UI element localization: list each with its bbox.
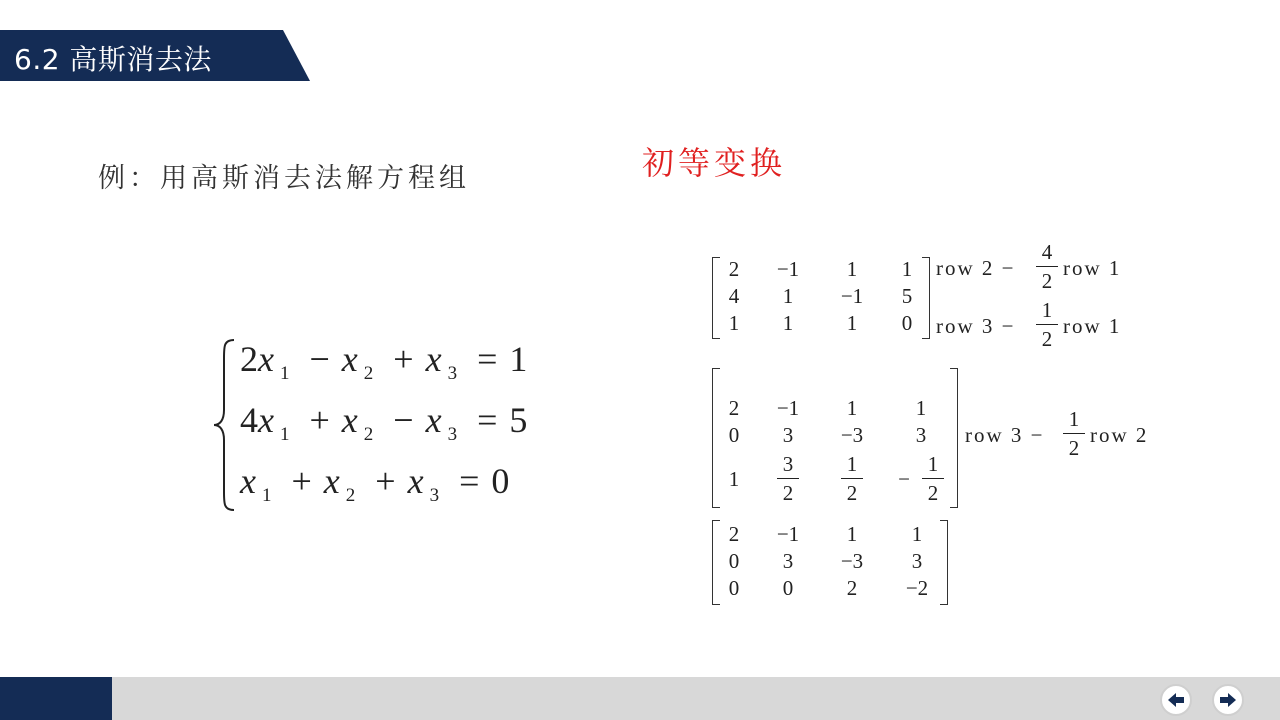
matrix-cell: 1 — [846, 311, 858, 335]
matrix-cell: −3 — [840, 549, 864, 573]
matrix-cell: −3 — [840, 423, 864, 447]
arrow-left-icon — [1166, 690, 1186, 710]
bracket-right — [940, 520, 948, 605]
example-text: 例：用高斯消去法解方程组 — [98, 163, 470, 194]
matrix-cell: 2 — [728, 522, 740, 546]
row-operation-1-prefix: row 2 − — [936, 256, 1016, 280]
row-operation-2-prefix: row 3 − — [936, 314, 1016, 338]
title-banner — [0, 30, 310, 81]
transform-title: 初等变换 — [642, 144, 787, 182]
matrix-cell: 1 — [782, 284, 794, 308]
matrix-cell: 1 — [846, 522, 858, 546]
row-operation-3-suffix: row 2 — [1090, 423, 1149, 447]
fraction: 4 2 — [1034, 240, 1060, 293]
matrix-cell: 2 — [728, 257, 740, 281]
matrix-cell: 5 — [901, 284, 913, 308]
bracket-right — [950, 368, 958, 508]
page-title: 6.2 高斯消去法 — [14, 43, 212, 76]
arrow-right-icon — [1218, 690, 1238, 710]
matrix-cell: 3 — [782, 423, 794, 447]
matrix-cell: 0 — [728, 423, 740, 447]
row-operation-1-suffix: row 1 — [1063, 256, 1122, 280]
left-brace — [210, 336, 238, 514]
fraction: 1 2 — [920, 452, 946, 505]
fraction: 1 2 — [1061, 407, 1087, 460]
minus-sign: − — [898, 467, 910, 491]
matrix-cell: 1 — [782, 311, 794, 335]
augmented-matrix-3 — [712, 520, 948, 605]
matrix-cell: −1 — [776, 396, 800, 420]
matrix-cell: 3 — [911, 549, 923, 573]
matrix-cell: 0 — [728, 549, 740, 573]
equation-1: 2x $_1$ − x $_2$ + x $_3$ = 1 — [240, 339, 528, 384]
matrix-cell: 1 — [728, 311, 740, 335]
matrix-cell: 3 — [782, 549, 794, 573]
augmented-matrix-2 — [712, 368, 958, 508]
matrix-cell: −1 — [776, 522, 800, 546]
equation-3: x $_1$ + x $_2$ + x $_3$ = 0 — [240, 461, 510, 506]
matrix-cell: 3 — [915, 423, 927, 447]
row-operation-3-prefix: row 3 − — [965, 423, 1045, 447]
matrix-cell: 1 — [846, 396, 858, 420]
matrix-cell: 1 — [728, 467, 740, 491]
matrix-cell: 4 — [728, 284, 740, 308]
augmented-matrix-1 — [712, 257, 930, 339]
fraction: 3 2 — [775, 452, 801, 505]
matrix-cell: 0 — [728, 576, 740, 600]
matrix-cell: −2 — [905, 576, 929, 600]
matrix-cell: 1 — [901, 257, 913, 281]
previous-slide-button[interactable] — [1160, 684, 1192, 716]
fraction: 1 2 — [839, 452, 865, 505]
footer-bar — [0, 677, 1280, 720]
matrix-cell: 1 — [915, 396, 927, 420]
equation-2: 4x $_1$ + x $_2$ − x $_3$ = 5 — [240, 400, 528, 445]
matrix-cell: −1 — [840, 284, 864, 308]
matrix-cell: 1 — [911, 522, 923, 546]
fraction: 1 2 — [1034, 298, 1060, 351]
footer-accent-block — [0, 677, 112, 720]
matrix-cell: −1 — [776, 257, 800, 281]
matrix-cell: 0 — [782, 576, 794, 600]
equation-system — [210, 336, 590, 514]
row-operation-2-suffix: row 1 — [1063, 314, 1122, 338]
matrix-cell: 1 — [846, 257, 858, 281]
matrix-cell: 2 — [846, 576, 858, 600]
next-slide-button[interactable] — [1212, 684, 1244, 716]
matrix-cell: 2 — [728, 396, 740, 420]
matrix-cell: 0 — [901, 311, 913, 335]
